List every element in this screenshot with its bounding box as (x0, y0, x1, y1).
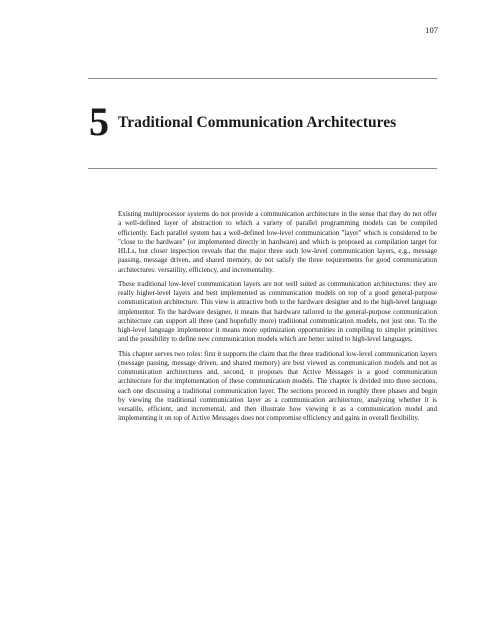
paragraph-3: This chapter serves two roles: first it supports the claim that the three traditional low-level communication layers (message passing, message driven, and shared memory) are best viewed as communication models and not as communication architectures and, second, it proposes that Active Messages is a good communication architecture for the implementation of these communication models. The chapter is divided into three sections, each one discussing a traditional communication layer. The sections proceed in roughly three phases and begin by viewing the traditional communication layer as a communication architecture, analyzing whether it is versatile, efficient, and incremental, and then illustrate how viewing it as a communication model and implementing it on top of Active Messages does not compromise efficiency and gains in overall flexibility. (118, 349, 437, 423)
bottom-rule (88, 168, 437, 169)
chapter-number: 5 (89, 99, 109, 144)
page-number: 107 (425, 25, 438, 35)
chapter-title: Traditional Communication Architectures (118, 114, 397, 131)
paragraph-2: These traditional low-level communication layers are not well suited as communication architectures: they are really higher-level layers and best implemented as communication models on top of a good general-purpose communication architecture. This view is attractive both to the hardware designer and to the high-level language implementor. To the hardware designer, it means that hardware tailored to the general-purpose communication architecture can support all three (and hopefully more) traditional communication models, not just one. To the high-level language implementor it means more optimization opportunities in compiling to simpler primitives and the possibility to define new communication models which are better suited to high-level languages. (118, 279, 437, 344)
body-text (118, 210, 437, 429)
top-rule (88, 78, 437, 79)
paragraph-1: Existing multiprocessor systems do not provide a communication architecture in the sense that they do not offer a well-defined layer of abstraction to which a variety of parallel programming models can be compiled efficiently. Each parallel system has a well-defined low-level communication "layer" which is considered to be "close to the hardware" (or implemented directly in hardware) and which is proposed as compilation target for HLLs, but closer inspection reveals that the major three such low-level communication layers, e.g., message passing, message driven, and shared memory, do not satisfy the three requirements for good communication architectures: versatility, efficiency, and incrementality. (118, 210, 437, 274)
